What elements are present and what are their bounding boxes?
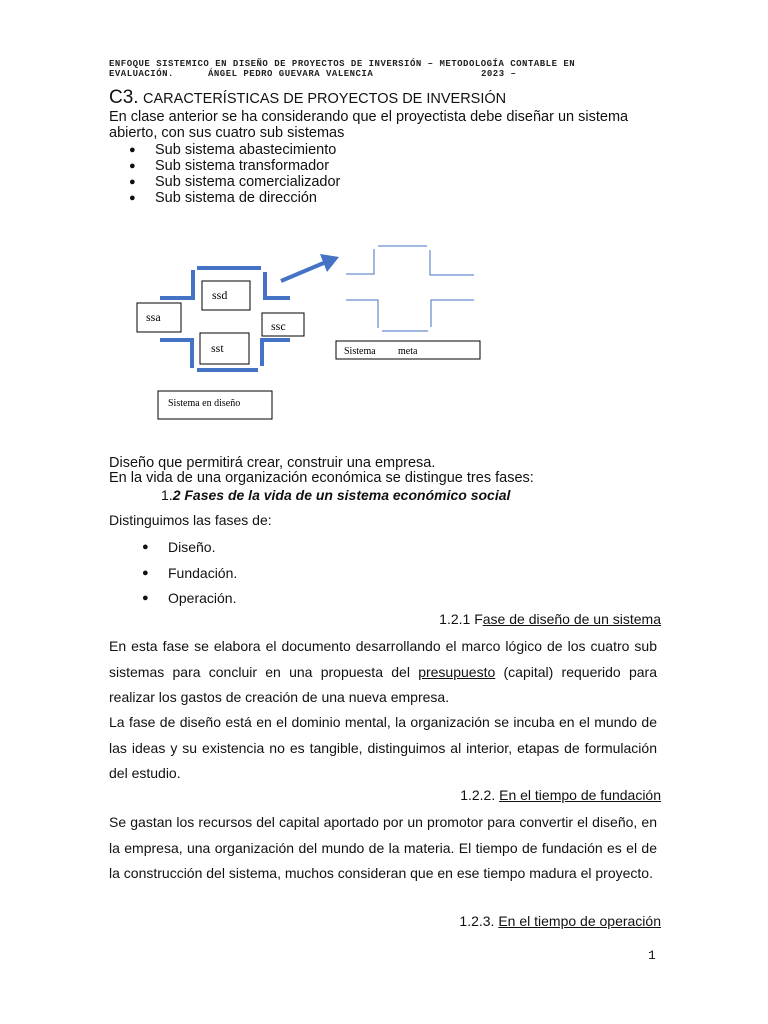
list-item: ● Operación. xyxy=(122,586,237,612)
section-1-2-2-title: En el tiempo de fundación xyxy=(499,787,661,803)
header-author: ÁNGEL PEDRO GUEVARA VALENCIA xyxy=(208,69,374,79)
header-evaluacion: EVALUACIÓN. xyxy=(109,69,174,79)
para1-before: En esta fase se elabora el documento desarrollando el marco lógico de los cuatro sub sistemas para concluir en una propuesta del xyxy=(109,638,657,680)
list-item: ● Sub sistema de dirección xyxy=(109,190,509,206)
section-1-2-heading xyxy=(161,487,510,503)
paragraph-design-phase xyxy=(109,634,657,711)
title-code: C3. xyxy=(109,87,139,108)
section-1-2-3-num: 1.2.3. xyxy=(459,913,499,929)
target-label-a: Sistema xyxy=(344,346,376,357)
header-line-1: ENFOQUE SISTEMICO EN DISEÑO DE PROYECTOS DE INVERSIÓN – METODOLOGÍA CONTABLE EN xyxy=(109,59,576,69)
paragraph-foundation: Se gastan los recursos del capital aportado por un promotor para convertir el diseño, en la empresa, una organización del mundo de la materia. El tiempo de fundación es el de la construcción del sistema, muchos consideran que en ese tiempo madura el proyecto. xyxy=(109,814,657,881)
sst-box xyxy=(200,333,249,364)
target-cross-lines xyxy=(346,246,474,331)
paragraph-mental-domain: La fase de diseño está en el dominio mental, la organización se incuba en el mundo de las ideas y su existencia no es tangible, distinguimos al interior, etapas de formulación del estudio. xyxy=(109,714,657,781)
after-diagram-line-2: En la vida de una organización económica se distingue tres fases: xyxy=(109,470,534,486)
section-1-2-1-num: 1.2.1 F xyxy=(439,611,483,627)
after-diagram-line-1: Diseño que permitirá crear, construir una empresa. xyxy=(109,455,436,471)
section-1-2-2-num: 1.2.2. xyxy=(460,787,500,803)
ssd-label: ssd xyxy=(212,288,228,302)
list-item: ● Sub sistema transformador xyxy=(109,158,509,174)
section-1-2-1-heading xyxy=(113,611,661,627)
phases-list xyxy=(122,535,237,612)
ssc-label: ssc xyxy=(271,319,286,333)
section-1-2-2-heading xyxy=(113,787,661,803)
list-item: ● Sub sistema comercializador xyxy=(109,174,509,190)
intro-paragraph: En clase anterior se ha considerando que el proyectista debe diseñar un sistema abierto, con sus cuatro sub sistemas xyxy=(109,109,629,141)
title-text: CARACTERÍSTICAS DE PROYECTOS DE INVERSIÓN xyxy=(143,91,507,107)
list-item: ● Diseño. xyxy=(122,535,237,561)
system-diagram xyxy=(0,0,768,440)
ssa-label: ssa xyxy=(146,310,161,324)
para1-after: (capital) requerido para realizar los gastos de creación de una nueva empresa. xyxy=(109,663,657,705)
list-item: ● Sub sistema abastecimiento xyxy=(109,142,509,158)
para1-underlined: presupuesto xyxy=(418,663,496,680)
section-1-2-title: 2 Fases de la vida de un sistema económico social xyxy=(172,487,511,503)
header-year: 2023 – xyxy=(481,69,517,79)
design-label: Sistema en diseño xyxy=(168,398,241,409)
list-item: ● Fundación. xyxy=(122,561,237,587)
section-1-2-3-heading xyxy=(113,913,661,929)
page-number: 1 xyxy=(648,948,656,963)
section-1-2-1-title: ase de diseño de un sistema xyxy=(482,611,661,627)
arrow-shaft xyxy=(281,262,326,281)
sst-label: sst xyxy=(211,341,224,355)
section-1-2-3-title: En el tiempo de operación xyxy=(498,913,661,929)
target-label-b: meta xyxy=(398,346,418,357)
phases-intro: Distinguimos las fases de: xyxy=(109,512,272,528)
section-1-2-num: 1. xyxy=(161,487,173,503)
